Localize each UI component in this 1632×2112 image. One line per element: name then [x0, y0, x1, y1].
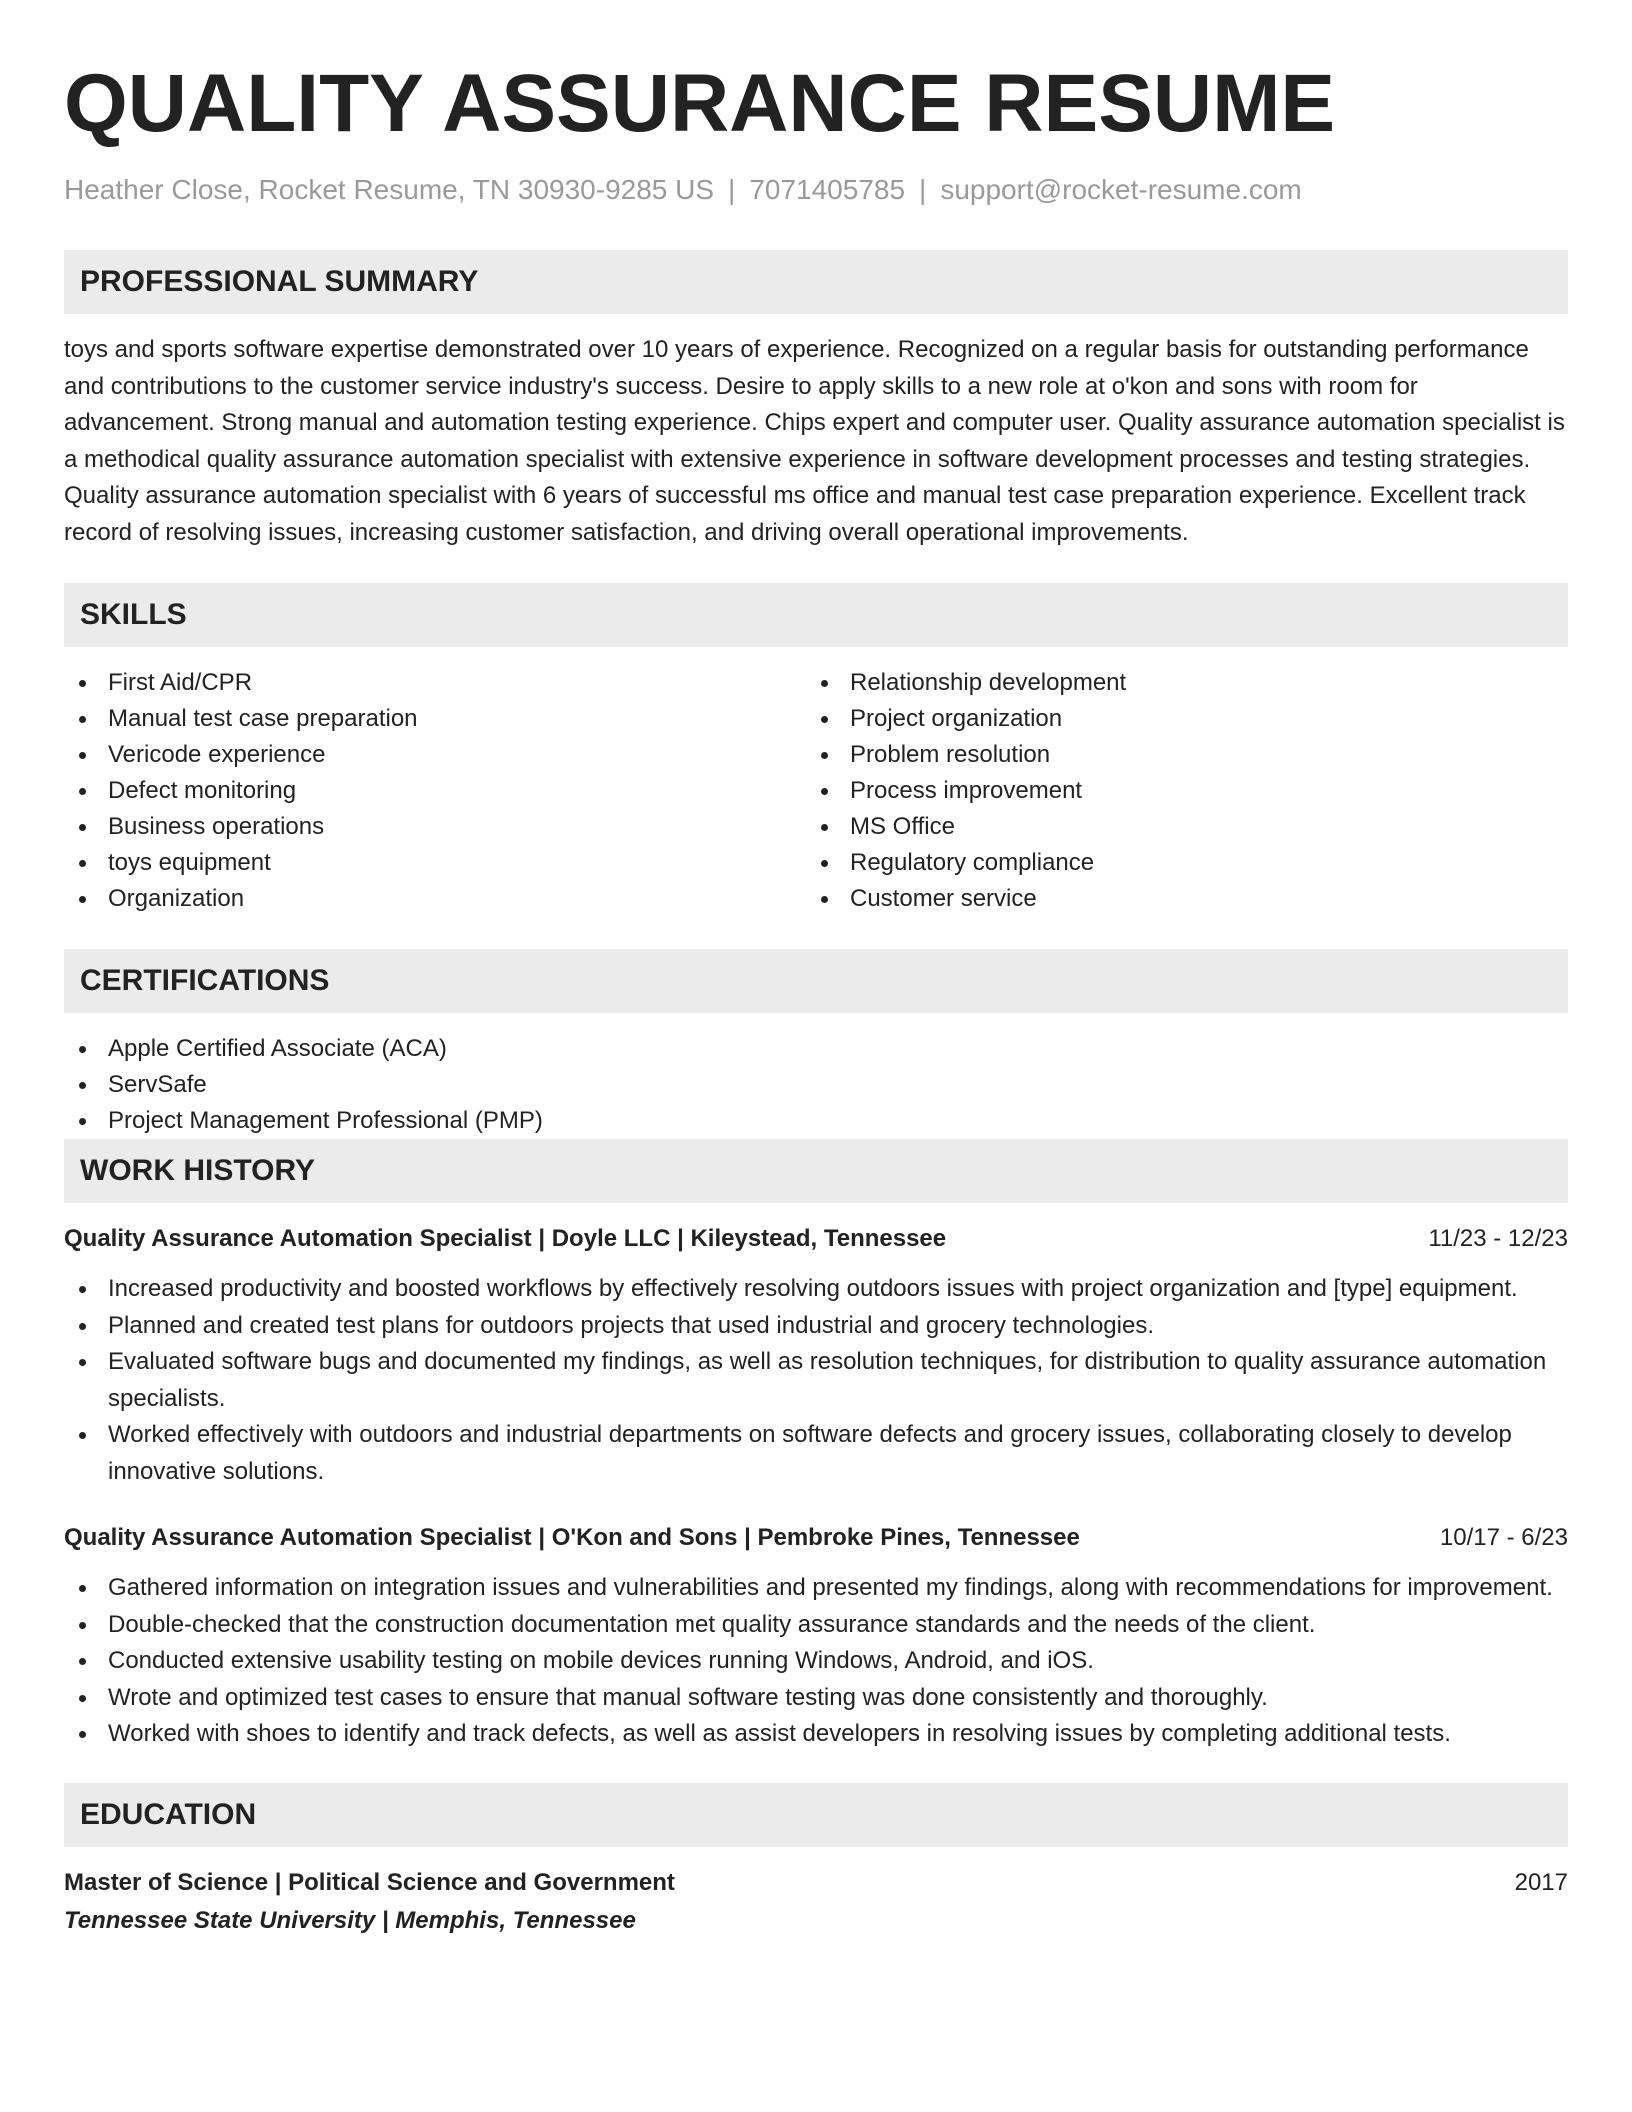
skills-column-right: [806, 665, 1548, 917]
skill-item: Project organization: [806, 701, 1548, 737]
skill-item: First Aid/CPR: [64, 665, 806, 701]
job-bullets: [64, 1271, 1568, 1490]
section-header-certifications: CERTIFICATIONS: [64, 949, 1568, 1013]
job-bullet: Increased productivity and boosted workflows by effectively resolving outdoors issues with project organization and [type] equipment.: [64, 1271, 1568, 1308]
skill-item: Customer service: [806, 881, 1548, 917]
certification-item: Project Management Professional (PMP): [64, 1103, 1568, 1139]
skill-item: Problem resolution: [806, 737, 1548, 773]
skill-item: Business operations: [64, 809, 806, 845]
job-entry: [64, 1520, 1568, 1753]
contact-line: [64, 172, 1568, 208]
section-header-education: EDUCATION: [64, 1783, 1568, 1847]
contact-email[interactable]: support@rocket-resume.com: [940, 174, 1302, 205]
section-header-summary: PROFESSIONAL SUMMARY: [64, 250, 1568, 314]
education-degree: Master of Science | Political Science and Government: [64, 1868, 675, 1896]
skill-item: Defect monitoring: [64, 773, 806, 809]
job-bullets: [64, 1570, 1568, 1753]
skill-item: Relationship development: [806, 665, 1548, 701]
job-bullet: Worked effectively with outdoors and industrial departments on software defects and grocery issues, collaborating closely to develop innovative solutions.: [64, 1417, 1568, 1490]
job-bullet: Double-checked that the construction documentation met quality assurance standards and the needs of the client.: [64, 1607, 1568, 1644]
skills-list: [64, 665, 1568, 917]
job-bullet: Wrote and optimized test cases to ensure that manual software testing was done consistently and thoroughly.: [64, 1680, 1568, 1717]
education-year: 2017: [1514, 1868, 1568, 1896]
certifications-list: [64, 1031, 1568, 1139]
skills-column-left: [64, 665, 806, 917]
skill-item: Manual test case preparation: [64, 701, 806, 737]
job-bullet: Worked with shoes to identify and track defects, as well as assist developers in resolving issues by completing additional tests.: [64, 1716, 1568, 1753]
job-title: Quality Assurance Automation Specialist | Doyle LLC | Kileystead, Tennessee: [64, 1225, 947, 1252]
job-dates: 10/17 - 6/23: [1439, 1524, 1568, 1551]
summary-text: toys and sports software expertise demonstrated over 10 years of experience. Recognized on a regular basis for outstanding performance and contributions to the customer service industry's success. Desire to apply skills to a new role at o'kon and sons with room for advancement. Strong manual and automation testing experience. Chips expert and computer user. Quality assurance automation specialist is a methodical quality assurance automation specialist with extensive experience in software development processes and testing strategies. Quality assurance automation specialist with 6 years of successful ms office and manual test case preparation experience. Excellent track record of resolving issues, increasing customer satisfaction, and driving overall operational improvements.: [64, 336, 1565, 546]
contact-phone[interactable]: 7071405785: [749, 174, 906, 205]
education-entry: [64, 1865, 1568, 1901]
job-title: Quality Assurance Automation Specialist | O'Kon and Sons | Pembroke Pines, Tennessee: [64, 1524, 1080, 1551]
contact-separator: |: [919, 174, 927, 205]
skill-item: Organization: [64, 881, 806, 917]
contact-address: Heather Close, Rocket Resume, TN 30930-9285 US: [64, 174, 715, 205]
job-bullet: Conducted extensive usability testing on mobile devices running Windows, Android, and iOS.: [64, 1643, 1568, 1680]
resume-page: [64, 0, 1568, 1941]
certification-item: ServSafe: [64, 1067, 1568, 1103]
job-bullet: Planned and created test plans for outdoors projects that used industrial and grocery technologies.: [64, 1308, 1568, 1345]
job-bullet: Gathered information on integration issues and vulnerabilities and presented my findings, along with recommendations for improvement.: [64, 1570, 1568, 1607]
resume-title: QUALITY ASSURANCE RESUME: [64, 58, 1336, 149]
certification-item: Apple Certified Associate (ACA): [64, 1031, 1568, 1067]
contact-separator: |: [728, 174, 736, 205]
skill-item: Process improvement: [806, 773, 1548, 809]
job-bullet: Evaluated software bugs and documented my findings, as well as resolution techniques, for distribution to quality assurance automation specialists.: [64, 1344, 1568, 1417]
job-header: [64, 1520, 1568, 1556]
skill-item: Vericode experience: [64, 737, 806, 773]
skill-item: toys equipment: [64, 845, 806, 881]
section-header-work-history: WORK HISTORY: [64, 1139, 1568, 1203]
skill-item: Regulatory compliance: [806, 845, 1548, 881]
job-entry: [64, 1221, 1568, 1490]
education-school: Tennessee State University | Memphis, Tennessee: [64, 1906, 636, 1934]
skill-item: MS Office: [806, 809, 1548, 845]
job-dates: 11/23 - 12/23: [1428, 1225, 1568, 1252]
job-header: [64, 1221, 1568, 1257]
section-header-skills: SKILLS: [64, 583, 1568, 647]
